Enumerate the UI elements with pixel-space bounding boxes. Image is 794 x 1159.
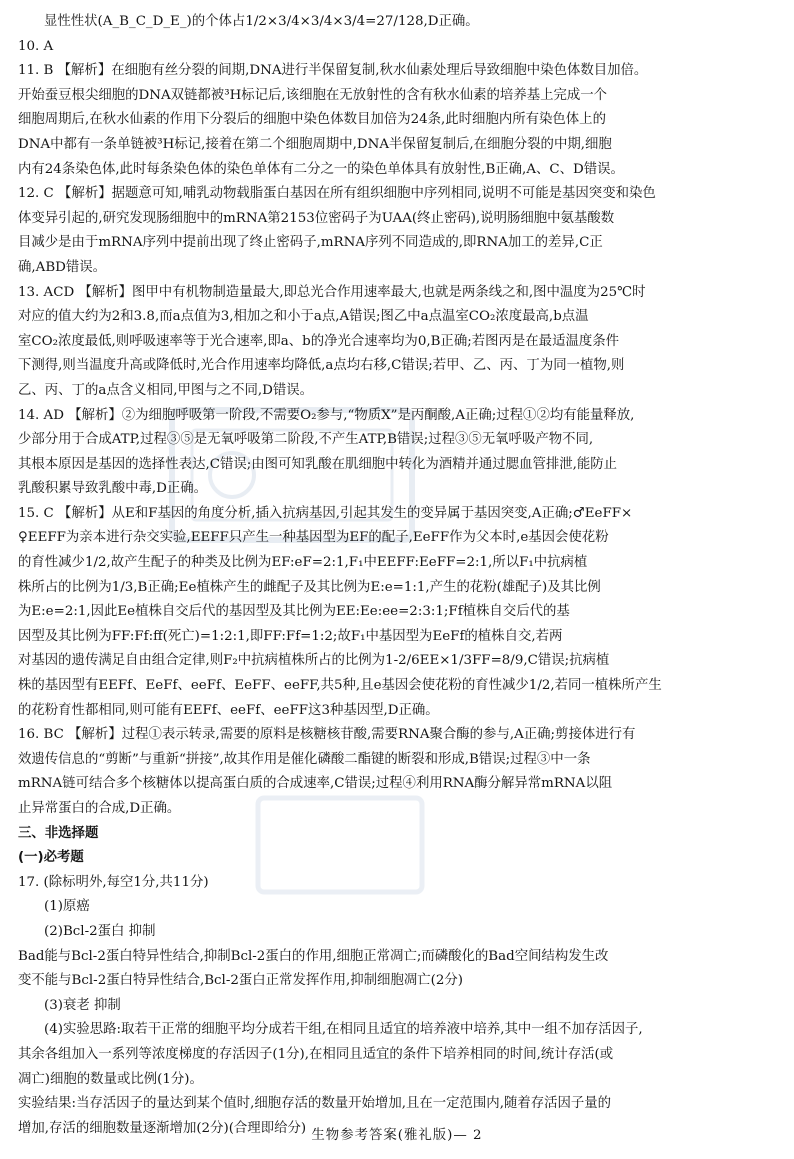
text-line: 株所占的比例为1/3,B正确;Ee植株产生的雌配子及其比例为E:e=1:1,产生的花粉(雄配子)及其比例	[18, 579, 601, 595]
text-line: 对基因的遗传满足自由组合定律,则F₂中抗病植株所占的比例为1-2/6EE×1/3FF=8/9,C错误;抗病植	[18, 653, 610, 669]
text-line: ♀EEFF为亲本进行杂交实验,EEFF只产生一种基因型为EF的配子,EeFF作为父本时,e基因会使花粉	[18, 530, 609, 546]
text-line: Bad能与Bcl-2蛋白特异性结合,抑制Bcl-2蛋白的作用,细胞正常凋亡;而磷酸化的Bad空间结构发生改	[18, 948, 609, 964]
text-line: 变不能与Bcl-2蛋白特异性结合,Bcl-2蛋白正常发挥作用,抑制细胞凋亡(2分)	[18, 973, 463, 989]
text-line: 的花粉育性都相同,则可能有EEFf、eeFf、eeFF这3种基因型,D正确。	[18, 702, 439, 718]
text-line: DNA中都有一条单链被³H标记,接着在第二个细胞周期中,DNA半保留复制后,在细胞分裂的中期,细胞	[18, 136, 612, 152]
text-line: 株的基因型有EEFf、EeFf、eeFf、EeFF、eeFF,共5种,且e基因会使花粉的育性减少1/2,若同一植株所产生	[18, 678, 662, 694]
text-line: 对应的值大约为2和3.8,而a点值为3,相加之和小于a点,A错误;图乙中a点温室CO₂浓度最高,b点温	[18, 309, 589, 325]
text-line: 16. BC 【解析】过程①表示转录,需要的原料是核糖核苷酸,需要RNA聚合酶的参与,A正确;剪接体进行有	[18, 727, 636, 743]
text-line: 10. A	[18, 38, 54, 54]
text-line: 为E:e=2:1,因此Ee植株自交后代的基因型及其比例为EE:Ee:ee=2:3:1;Ff植株自交后代的基	[18, 604, 570, 620]
text-line: 11. B 【解析】在细胞有丝分裂的间期,DNA进行半保留复制,秋水仙素处理后导致细胞中染色体数目加倍。	[18, 63, 648, 79]
text-line: 显性性状(A_B_C_D_E_)的个体占1/2×3/4×3/4×3/4=27/128,D正确。	[44, 14, 479, 29]
page-footer: 生物参考答案(雅礼版)— 2	[311, 1128, 483, 1143]
text-line: 内有24条染色体,此时每条染色体的染色单体有二分之一的染色单体具有放射性,B正确,A、C、D错误。	[18, 161, 624, 177]
text-line: 细胞周期后,在秋水仙素的作用下分裂后的细胞中染色体数目加倍为24条,此时细胞内所有染色体上的	[18, 112, 606, 128]
text-line: (一)必考题	[18, 850, 84, 866]
text-line: 因型及其比例为FF:Ff:ff(死亡)=1:2:1,即FF:Ff=1:2;故F₁中基因型为EeFf的植株自交,若两	[18, 628, 563, 644]
text-line: 17. (除标明外,每空1分,共11分)	[18, 874, 209, 890]
text-line: 确,ABD错误。	[18, 259, 107, 275]
text-line: 的育性减少1/2,故产生配子的种类及比例为EF:eF=2:1,F₁中EEFF:EeFF=2:1,所以F₁中抗病植	[18, 555, 588, 571]
text-line: (1)原癌	[44, 899, 90, 915]
text-line: 其根本原因是基因的选择性表达,C错误;由图可知乳酸在肌细胞中转化为酒精并通过腮血管排泄,能防止	[18, 456, 618, 472]
text-line: mRNA链可结合多个核糖体以提高蛋白质的合成速率,C错误;过程④利用RNA酶分解异常mRNA以阻	[18, 776, 613, 792]
text-line: 15. C 【解析】从E和F基因的角度分析,插入抗病基因,引起其发生的变异属于基因突变,A正确;♂EeFF×	[18, 505, 633, 521]
text-line: 三、非选择题	[18, 825, 99, 841]
text-line: 乙、丙、丁的a点含义相同,甲图与之不同,D错误。	[18, 382, 314, 398]
text-line: 乳酸积累导致乳酸中毒,D正确。	[18, 481, 208, 497]
text-line: 效遗传信息的“剪断”与重新“拼接”,故其作用是催化磷酸二酯键的断裂和形成,B错误;过程③中一条	[18, 751, 591, 767]
text-line: (2)Bcl-2蛋白 抑制	[44, 923, 156, 939]
answer-text	[18, 10, 778, 1141]
text-line: 开始蚕豆根尖细胞的DNA双链都被³H标记后,该细胞在无放射性的含有秋水仙素的培养基上完成一个	[18, 87, 608, 103]
text-line: 增加,存活的细胞数量逐渐增加(2分)(合理即给分)	[18, 1120, 307, 1136]
text-line: 体变异引起的,研究发现肠细胞中的mRNA第2153位密码子为UAA(终止密码),说明肠细胞中氨基酸数	[18, 210, 615, 226]
text-line: 14. AD 【解析】②为细胞呼吸第一阶段,不需要O₂参与,“物质X”是丙酮酸,A正确;过程①②均有能量释放,	[18, 407, 635, 423]
text-line: (4)实验思路:取若干正常的细胞平均分成若干组,在相同且适宜的培养液中培养,其中一组不加存活因子,	[44, 1022, 643, 1038]
text-line: 止异常蛋白的合成,D正确。	[18, 801, 181, 816]
text-line: 目减少是由于mRNA序列中提前出现了终止密码子,mRNA序列不同造成的,即RNA加工的差异,C正	[18, 235, 603, 251]
text-line: 12. C 【解析】据题意可知,哺乳动物载脂蛋白基因在所有组织细胞中序列相同,说明不可能是基因突变和染色	[18, 186, 656, 202]
text-line: 少部分用于合成ATP,过程③⑤是无氧呼吸第二阶段,不产生ATP,B错误;过程③⑤无氧呼吸产物不同,	[18, 432, 594, 448]
text-line: 实验结果:当存活因子的量达到某个值时,细胞存活的数量开始增加,且在一定范围内,随着存活因子量的	[18, 1096, 612, 1112]
text-line: 凋亡)细胞的数量或比例(1分)。	[18, 1071, 203, 1087]
text-line: (3)衰老 抑制	[44, 997, 121, 1013]
text-line: 13. ACD 【解析】图甲中有机物制造量最大,即总光合作用速率最大,也就是两条线之和,图中温度为25℃时	[18, 284, 646, 300]
text-line: 下测得,则当温度升高或降低时,光合作用速率均降低,a点均右移,C错误;若甲、乙、丙、丁为同一植物,则	[18, 358, 625, 374]
text-line: 其余各组加入一系列等浓度梯度的存活因子(1分),在相同且适宜的条件下培养相同的时间,统计存活(或	[18, 1046, 614, 1062]
text-line: 室CO₂浓度最低,则呼吸速率等于光合速率,即a、b的净光合速率均为0,B正确;若图丙是在最适温度条件	[18, 333, 620, 349]
